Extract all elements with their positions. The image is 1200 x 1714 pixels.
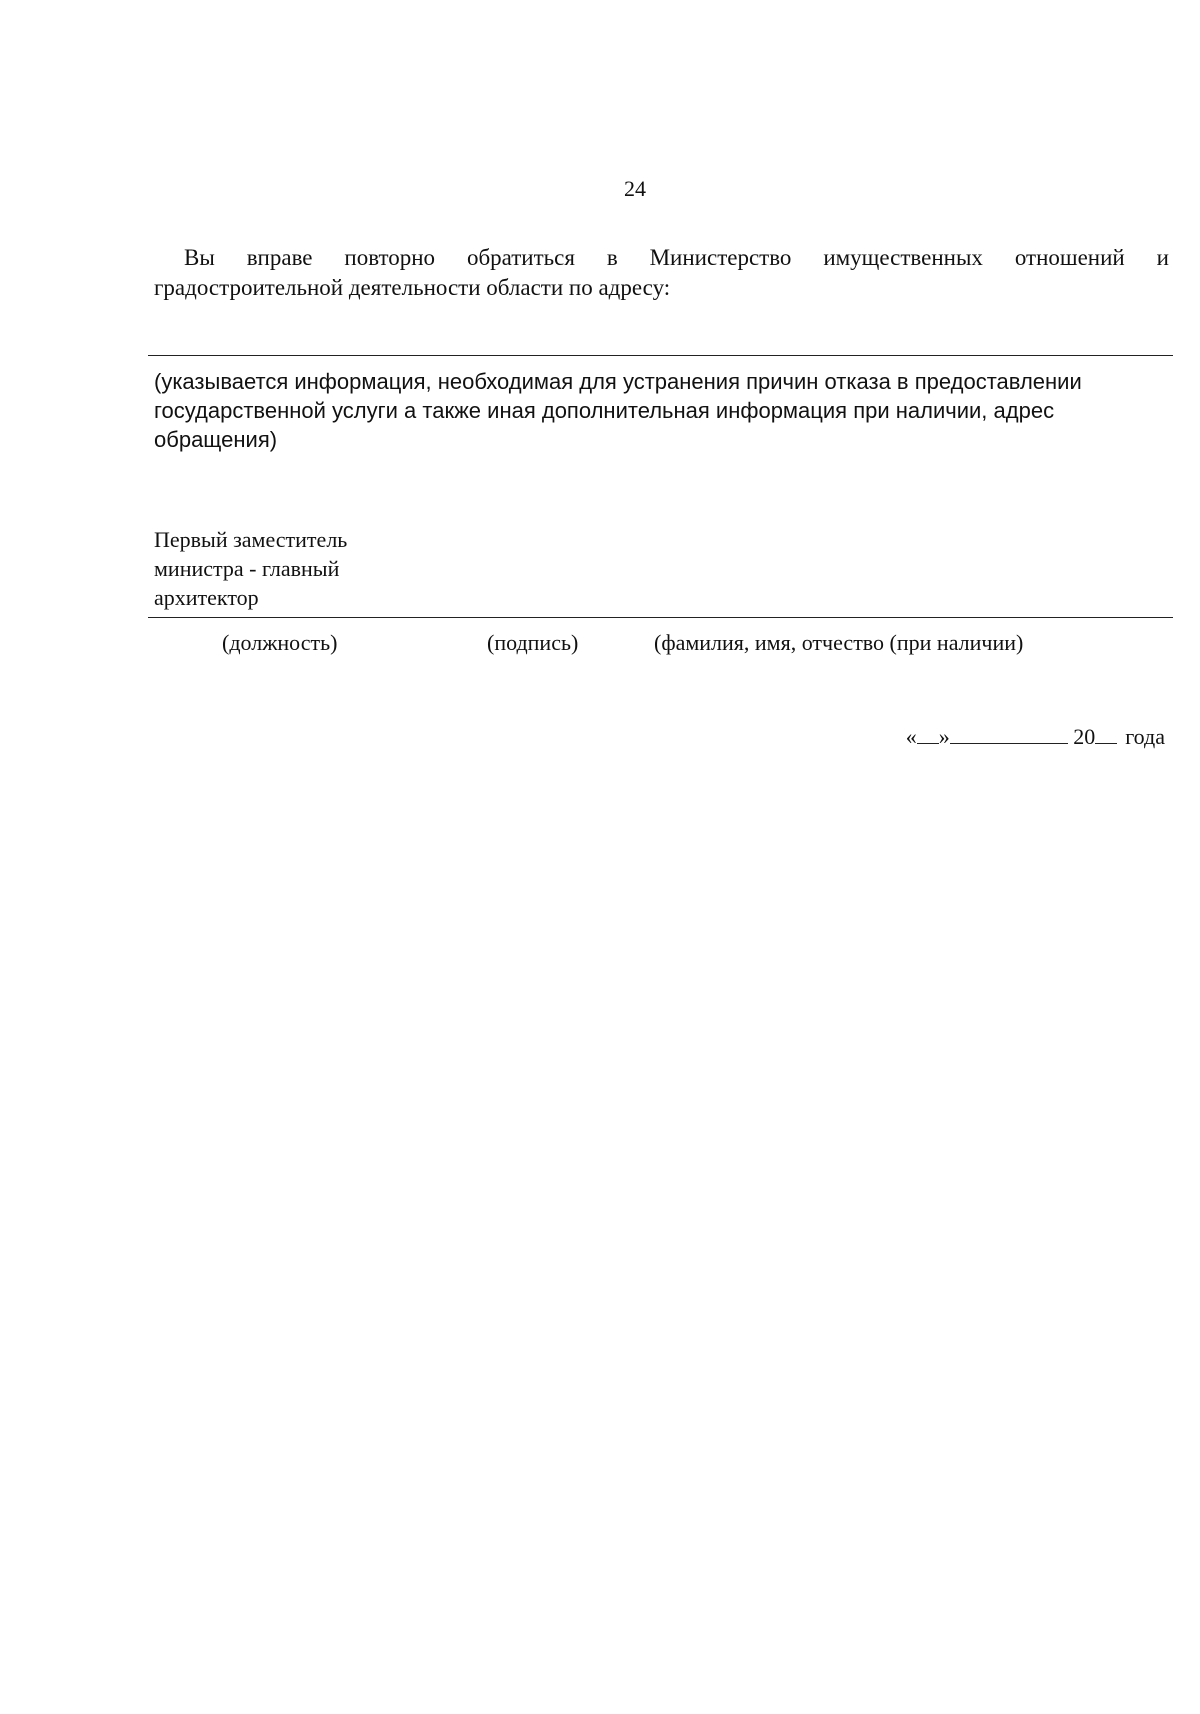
signatory-line-1: Первый заместитель bbox=[154, 527, 348, 552]
caption-position: (должность) bbox=[222, 630, 338, 655]
signature-blank-line bbox=[148, 617, 1173, 618]
date-century: 20 bbox=[1073, 724, 1096, 749]
hint-line-2: государственной услуги а также иная дополнительная информация при наличии, адрес bbox=[154, 398, 1055, 423]
intro-word: повторно bbox=[344, 245, 436, 270]
signatory-line-3: архитектор bbox=[154, 585, 259, 610]
address-blank-line bbox=[148, 355, 1173, 356]
caption-signature: (подпись) bbox=[487, 630, 579, 655]
intro-word: и bbox=[1156, 245, 1169, 270]
address-hint bbox=[154, 367, 1114, 454]
signatory-position bbox=[154, 525, 347, 612]
intro-word: Вы bbox=[184, 245, 215, 270]
date-close-quote: » bbox=[938, 724, 950, 749]
date-field bbox=[906, 722, 1165, 751]
hint-line-3: обращения) bbox=[154, 427, 278, 452]
intro-line-1 bbox=[154, 243, 1169, 273]
page-number: 24 bbox=[624, 176, 646, 201]
intro-paragraph bbox=[154, 243, 1169, 303]
intro-word: имущественных bbox=[823, 245, 983, 270]
date-month-blank bbox=[950, 723, 1068, 744]
intro-word: вправе bbox=[246, 245, 313, 270]
date-year-blank bbox=[1095, 723, 1117, 744]
caption-full-name: (фамилия, имя, отчество (при наличии) bbox=[654, 630, 1024, 655]
date-open-quote: « bbox=[905, 724, 917, 749]
intro-word: в bbox=[606, 245, 618, 270]
intro-line-2: градостроительной деятельности области по адресу: bbox=[154, 275, 671, 300]
intro-word: Министерство bbox=[649, 245, 792, 270]
date-suffix: года bbox=[1125, 724, 1165, 749]
hint-line-1: (указывается информация, необходимая для устранения причин отказа в предоставлении bbox=[154, 369, 1082, 394]
intro-word: отношений bbox=[1014, 245, 1125, 270]
signatory-line-2: министра - главный bbox=[154, 556, 340, 581]
date-day-blank bbox=[917, 723, 939, 744]
intro-word: обратиться bbox=[466, 245, 575, 270]
